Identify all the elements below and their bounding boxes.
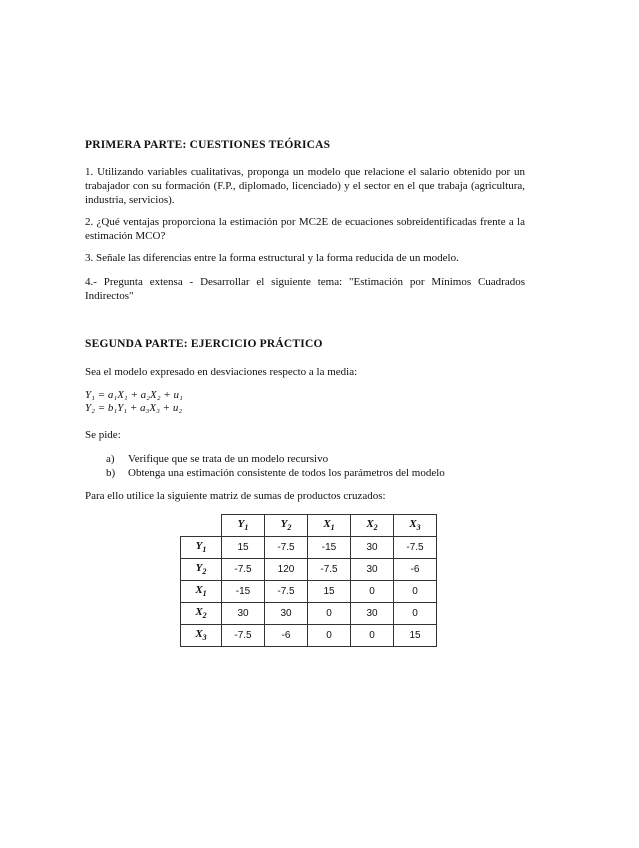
row-header: $Y_2$ [181,559,222,581]
matrix-cell: 30 [265,603,308,625]
matrix-header-row [181,515,437,537]
matrix-cell: 0 [308,603,351,625]
model-intro: Sea el modelo expresado en desviaciones respecto a la media: [85,366,358,378]
matrix-cell: 0 [394,603,437,625]
question-2: 2. ¿Qué ventajas proporciona la estimación por MC2E de ecuaciones sobreidentificadas frente a la estimación MCO? [85,216,525,242]
matrix-cell: 30 [351,603,394,625]
matrix-cell: 15 [222,537,265,559]
matrix-cell: -7.5 [222,625,265,647]
matrix-cell: -7.5 [265,537,308,559]
matrix-cell: -7.5 [308,559,351,581]
matrix-intro: Para ello utilice la siguiente matriz de sumas de productos cruzados: [85,490,386,502]
matrix-cell: 0 [308,625,351,647]
matrix-cell: -7.5 [394,537,437,559]
matrix-cell: -7.5 [265,581,308,603]
matrix-cell: 30 [351,559,394,581]
matrix-cell: 0 [351,581,394,603]
list-marker: b) [106,467,116,479]
equation-1: Y₁ = a₁X₁ + a₂X₂ + u₁ [85,389,183,401]
column-header: $X_2$ [351,515,394,537]
equation-2: Y₂ = b₁Y₁ + a₃X₃ + u₂ [85,402,183,414]
row-header: $X_3$ [181,625,222,647]
matrix-cell: 30 [222,603,265,625]
table-row [181,581,437,603]
list-item [106,452,445,466]
row-header: $X_2$ [181,603,222,625]
matrix-cell: -6 [394,559,437,581]
matrix-cell: -7.5 [222,559,265,581]
matrix-corner [181,515,222,537]
table-row [181,625,437,647]
table-row [181,537,437,559]
se-pide-label: Se pide: [85,429,121,441]
question-3: 3. Señale las diferencias entre la forma estructural y la forma reducida de un modelo. [85,252,459,264]
cross-products-matrix [180,514,437,647]
matrix-cell: -15 [222,581,265,603]
matrix-cell: 30 [351,537,394,559]
part1-heading: PRIMERA PARTE: CUESTIONES TEÓRICAS [85,139,331,151]
matrix-cell: -15 [308,537,351,559]
list-text: Verifique que se trata de un modelo recursivo [128,453,329,465]
table-row [181,559,437,581]
row-header: $Y_1$ [181,537,222,559]
column-header: $Y_2$ [265,515,308,537]
matrix-cell: -6 [265,625,308,647]
list-marker: a) [106,453,115,465]
matrix-cell: 15 [308,581,351,603]
row-header: $X_1$ [181,581,222,603]
column-header: $X_3$ [394,515,437,537]
task-list [106,452,445,480]
column-header: $X_1$ [308,515,351,537]
part2-heading: SEGUNDA PARTE: EJERCICIO PRÁCTICO [85,338,323,350]
table-row [181,603,437,625]
matrix-cell: 0 [351,625,394,647]
question-1: 1. Utilizando variables cualitativas, proponga un modelo que relacione el salario obtenido por un trabajador con su formación (F.P., diplomado, licenciado) y el sector en el que trabaja (agricultura, industria, servicios). [85,166,525,206]
list-item [106,466,445,480]
list-text: Obtenga una estimación consistente de todos los parámetros del modelo [128,467,445,479]
column-header: $Y_1$ [222,515,265,537]
matrix-cell: 120 [265,559,308,581]
matrix-cell: 15 [394,625,437,647]
matrix-cell: 0 [394,581,437,603]
question-4: 4.- Pregunta extensa - Desarrollar el siguiente tema: "Estimación por Mínimos Cuadrados Indirectos" [85,276,525,302]
